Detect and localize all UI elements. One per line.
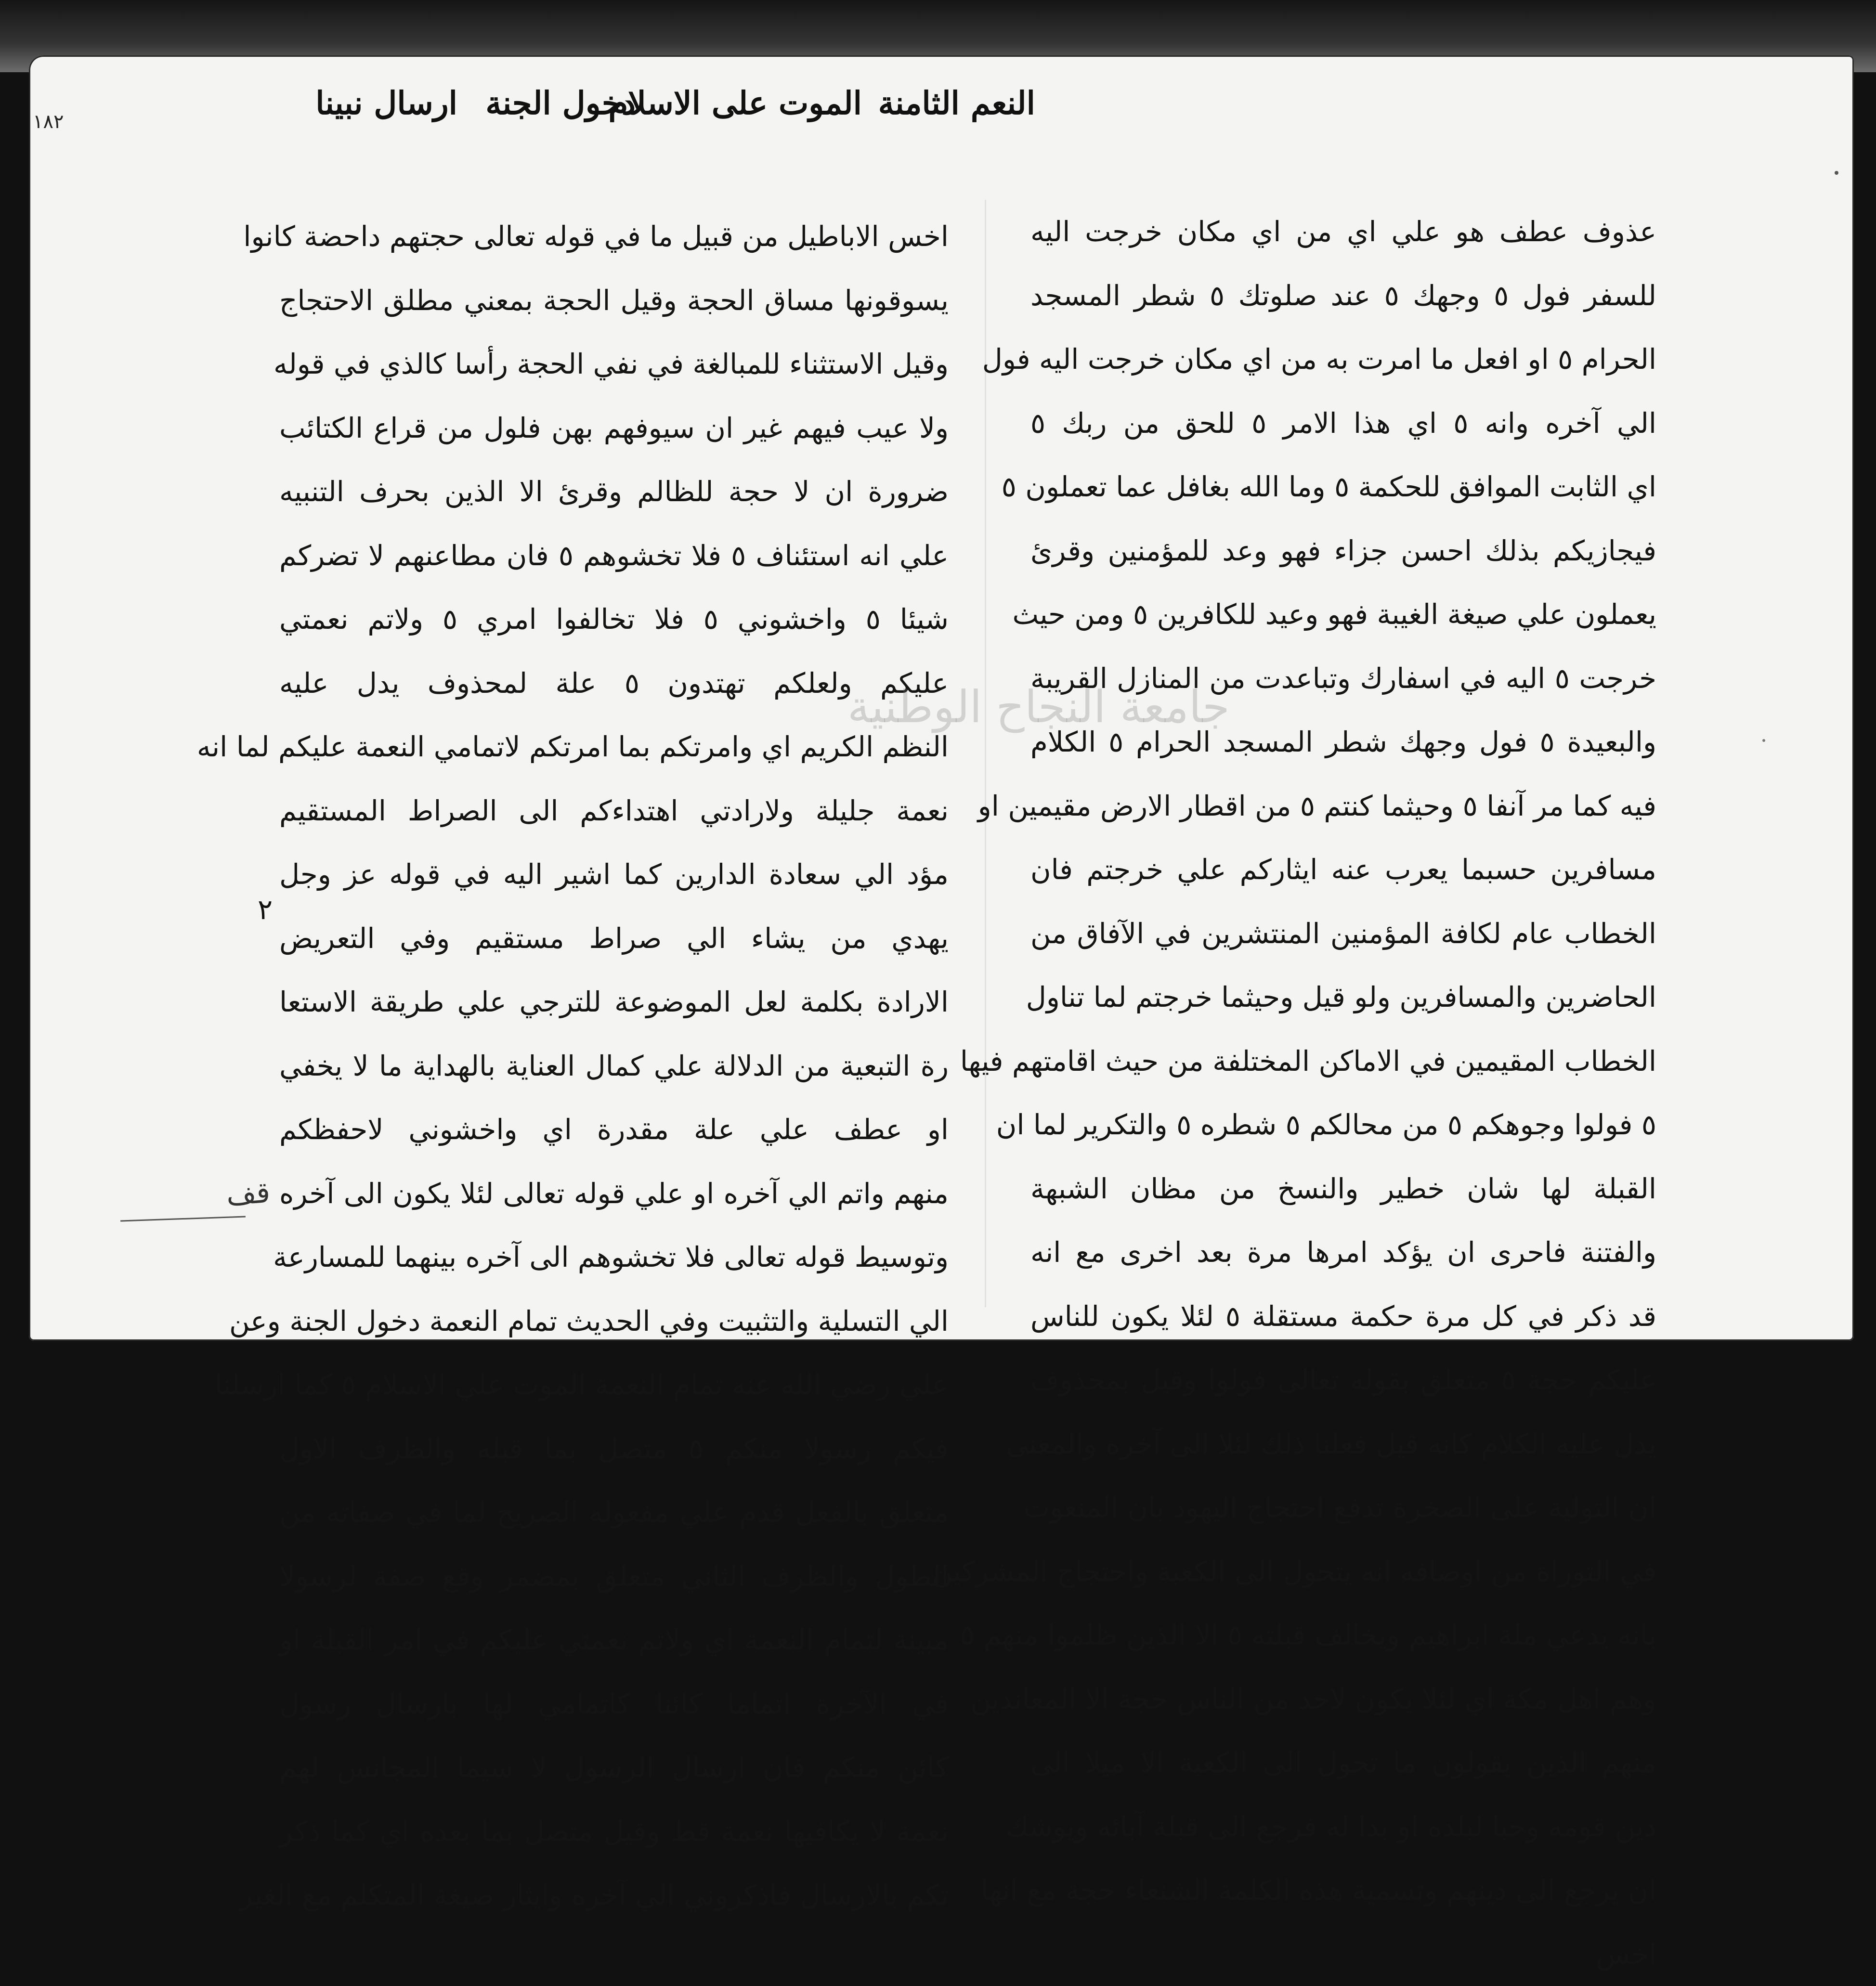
text-line: يدل عليه الكلام كانه قيل فعلنا ذلك لئلا الى آخره والمعنى [1030, 1412, 1656, 1476]
text-line: تكم بالارسال فاذكروني الي آخره وايثار صيغة المتكلم مع الغير [279, 1863, 949, 1927]
text-line: والفتنة فاحرى ان يؤكد امرها مرة بعد اخرى مع انه [1030, 1220, 1656, 1285]
text-line: ٥ فولوا وجوهكم ٥ من محالكم ٥ شطره ٥ والتكرير لما ان [1030, 1093, 1656, 1157]
catchword: قف [225, 1176, 271, 1212]
text-line: الي آخره وانه ٥ اي هذا الامر ٥ للحق من ربك ٥ [1030, 391, 1656, 455]
text-line: علي انه استئناف ٥ فلا تخشوهم ٥ فان مطاعنهم لا تضركم [279, 524, 949, 588]
text-line: مؤد الي سعادة الدارين كما اشير اليه في قوله عز وجل [279, 843, 949, 907]
text-line: الخطاب عام لكافة المؤمنين المنتشرين في الآفاق من [1030, 902, 1656, 966]
text-line: ولا عيب فيهم غير ان سيوفهم بهن فلول من قراع الكتائب [279, 396, 949, 460]
page-header [29, 55, 1854, 152]
header-part-3: دخول الجنة [485, 84, 636, 122]
text-line: اخس الاباطيل من قبيل ما في قوله تعالى حجتهم داحضة كانوا [279, 205, 949, 269]
text-line: عذوف عطف هو علي اي من اي مكان خرجت اليه [1030, 200, 1656, 264]
header-part-2: الموت على الاسلام [608, 84, 862, 122]
header-part-1: النعم الثامنة [878, 84, 1035, 122]
text-line: علي رضي الله عنه تمام النعمة الموت علي الاسلام ٥ كما ارسلنا [279, 1353, 949, 1417]
text-line: اي الثابت الموافق للحكمة ٥ وما الله بغافل عما تعملون ٥ [1030, 455, 1656, 519]
text-line: عليكم ولعلكم تهتدون ٥ علة لمحذوف يدل عليه [279, 651, 949, 715]
text-line: الطول والظرف الثاني متعلق بمضمر وقع صفة لرسولا [279, 1545, 949, 1609]
text-line: والبعيدة ٥ فول وجهك شطر المسجد الحرام ٥ الكلام [1030, 710, 1656, 774]
text-line: النظم الكريم اي وامرتكم بما امرتكم لاتمامي النعمة عليكم لما انه [279, 715, 949, 779]
left-column [279, 205, 949, 1927]
text-line: القبلة لها شان خطير والنسخ من مظان الشبهة [1030, 1157, 1656, 1221]
manuscript-page [29, 55, 1854, 1341]
text-line: نعمة جليلة ولارادتي اهتداءكم الى الصراط المستقيم [279, 779, 949, 843]
right-column [1030, 200, 1656, 1986]
text-line: متعلق بالفعل قدم علي مفعوله الصريح لما في صفاته من [279, 1480, 949, 1545]
library-watermark: جامعة النجاح الوطنية [847, 681, 1230, 733]
text-line: الارادة بكلمة لعل الموضوعة للترجي علي طريقة الاستعا [279, 970, 949, 1034]
text-line: ان يرجع الى دينهم وتسمية هذه الكلمة الشنعاء حجة مع انها [1030, 1858, 1656, 1922]
text-line: شيئا ٥ واخشوني ٥ فلا تخالفوا امري ٥ ولاتم نعمتي [279, 587, 949, 651]
text-line: فيجازيكم بذلك احسن جزاء فهو وعد للمؤمنين وقرئ [1030, 519, 1656, 583]
text-line: عليكم حجة ٥ متعلق بقوله تعالى فولوا وقيل بمحذوف [1030, 1348, 1656, 1412]
text-line: في التوراة من اوصافه انه يتحول الى الكعبة واحتجاج المشركين [1030, 1540, 1656, 1604]
text-line: منهم الذين يقولون ما تحول الى الكعبة الا ميلا الى [1030, 1731, 1656, 1795]
margin-rule [120, 1216, 246, 1221]
text-line: وتوسيط قوله تعالى فلا تخشوهم الى آخره بينهما للمسارعة [279, 1225, 949, 1289]
scan-speck [1762, 739, 1765, 742]
text-line: نعمة لا يكافيها نعمة قط وقيل متصل بما بعده اي كما ذكر [279, 1800, 949, 1864]
text-line: الحرام ٥ او افعل ما امرت به من اي مكان خرجت اليه فول [1030, 327, 1656, 391]
text-line: منهم واتم الي آخره او علي قوله تعالى لئلا يكون الى آخره [279, 1162, 949, 1226]
text-line: ضرورة ان لا حجة للظالم وقرئ الا الذين بحرف التنبيه [279, 460, 949, 524]
text-line: قد ذكر في كل مرة حكمة مستقلة ٥ لئلا يكون للناس [1030, 1285, 1656, 1349]
header-part-4: ارسال نبينا [315, 84, 457, 122]
text-line: فيكم رسولا منكم ٥ متصل بما قبله والظرف الاول [279, 1417, 949, 1481]
text-line: الخطاب المقيمين في الاماكن المختلفة من حيث اقامتهم فيها [1030, 1029, 1656, 1093]
text-line: دين قومه وحبا لبلده او بدا له فرجع الى قبلة آبائه ويوشك [1030, 1795, 1656, 1859]
text-line: ان التولية على الصخرة تدفع احتجاج اليهود بان المنعوت [1030, 1476, 1656, 1540]
text-line: وهم اهل مكة اي لئلا يكون لاحد من الناس حجة الا المعاندين [1030, 1667, 1656, 1731]
text-line: خرجت ٥ اليه في اسفارك وتباعدت من المنازل القريبة [1030, 647, 1656, 711]
text-line: بانه يدعي ملة ابراهيم ويخالف قبلته ٥ الا الذين ظلموا منهم ٥ [1030, 1603, 1656, 1667]
text-line: في الآخرة اتماما كائنا كاتمامي لها بارسال رسول [279, 1672, 949, 1736]
scan-speck [1835, 171, 1838, 175]
text-line: يهدي من يشاء الي صراط مستقيم وفي التعريض [279, 907, 949, 971]
margin-number: ٢ [258, 893, 273, 926]
text-line: فيه كما مر آنفا ٥ وحيثما كنتم ٥ من اقطار الارض مقيمين او [1030, 774, 1656, 838]
text-line: او عطف علي علة مقدرة اي واخشوني لاحفظكم [279, 1098, 949, 1162]
text-line: مسافرين حسبما يعرب عنه ايثاركم علي خرجتم فان [1030, 838, 1656, 902]
text-line: رة التبعية من الدلالة علي كمال العناية بالهداية ما لا يخفي [279, 1034, 949, 1098]
text-line: الي التسلية والتثبيت وفي الحديث تمام النعمة دخول الجنة وعن [279, 1289, 949, 1353]
text-line: يسوقونها مساق الحجة وقيل الحجة بمعني مطلق الاحتجاج [279, 269, 949, 333]
last-line: اخس [1030, 1922, 1656, 1986]
text-line: يعملون علي صيغة الغيبة فهو وعيد للكافرين ٥ ومن حيث [1030, 583, 1656, 647]
text-line: وقيل الاستثناء للمبالغة في نفي الحجة رأسا كالذي في قوله [279, 332, 949, 396]
text-line: للسفر فول ٥ وجهك ٥ عند صلوتك ٥ شطر المسجد [1030, 264, 1656, 328]
text-line: كائن منكم فان ارسال الرسول لا سيما المجانس لهم [279, 1736, 949, 1800]
text-line: مبينة لتمام النعمة اي ولاتم نعمتي عليكم في امر القبلة او [279, 1608, 949, 1672]
text-line: الحاضرين والمسافرين ولو قيل وحيثما خرجتم لما تناول [1030, 965, 1656, 1029]
folio-number: ١٨٢ [33, 111, 64, 133]
